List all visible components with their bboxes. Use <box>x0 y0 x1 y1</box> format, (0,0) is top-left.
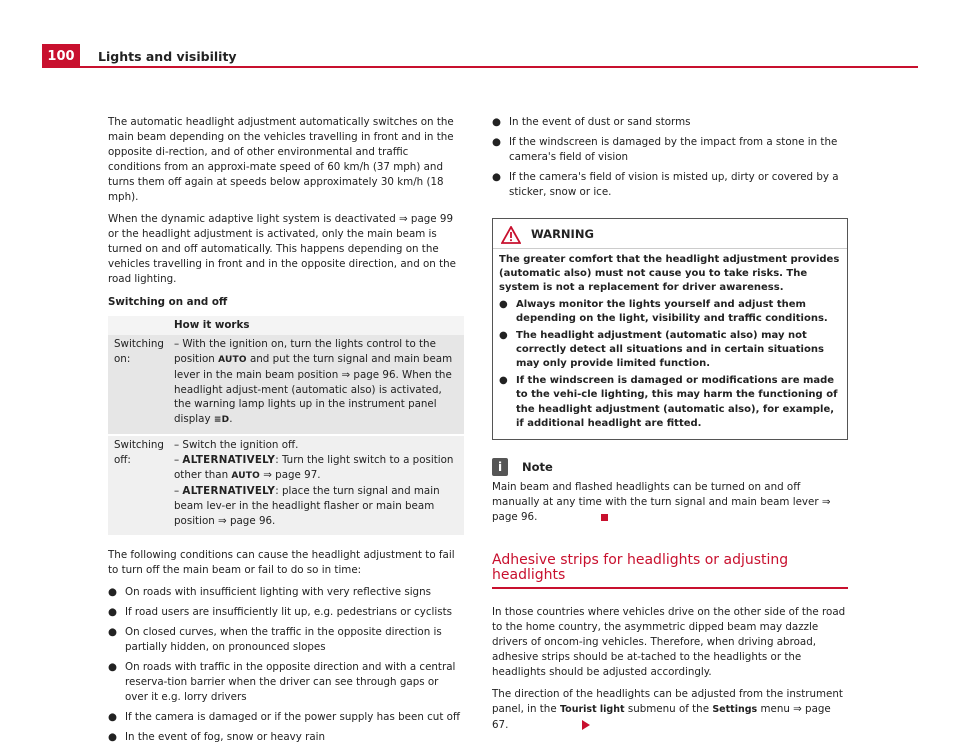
section-paragraph-2: The direction of the headlights can be adjusted from the instrument panel, in the Tourist light submenu of the Settings menu ⇒ page 67. <box>492 688 843 732</box>
note-header <box>492 458 848 476</box>
list-item: ● If road users are insufficiently lit up, e.g. pedestrians or cyclists <box>108 606 453 619</box>
warning-title: WARNING <box>531 227 594 242</box>
table-row <box>108 435 464 534</box>
section-end-marker <box>601 514 608 521</box>
chapter-title: Lights and visibility <box>98 49 237 64</box>
table-header: How it works <box>168 316 464 335</box>
warning-intro: The greater comfort that the headlight adjustment provides (automatic also) must not cause you to take risks. The system is not a replacement for driver awareness. <box>499 253 840 294</box>
row-content: – With the ignition on, turn the lights control to the position AUTO and put the turn signal and main beam lever in the main beam position ⇒ page 96. When the headlight adjust-ment (automatic also) is activated, the warning lamp lights up in the instrument panel display ≡D. <box>168 335 464 435</box>
table-row <box>108 335 464 435</box>
page-number: 100 <box>42 44 80 68</box>
deactivation-paragraph: When the dynamic adaptive light system is deactivated ⇒ page 99 or the headlight adjustment is activated, only the main beam is turned on and off automatically. This happens depending on the vehicles travelling in front and in the opposite direction, and on the road lighting. <box>108 213 456 286</box>
note-title: Note <box>522 459 553 474</box>
list-item: ● If the camera's field of vision is misted up, dirty or covered by a sticker, snow or ice. <box>492 170 839 198</box>
row-label: Switching on: <box>108 335 168 435</box>
conditions-list <box>108 585 464 744</box>
how-it-works-table <box>108 316 464 535</box>
table-caption: Switching on and off <box>108 295 228 308</box>
conditions-list-continued <box>492 115 848 200</box>
section-paragraph: In those countries where vehicles drive on the other side of the road to the home country, the asymmetric dipped beam may dazzle drivers of oncom-ing vehicles. Therefore, when driving abroad, adhesive strips should be at-tached to the headlights or the headlights should be adjusted accordingly. <box>492 605 846 678</box>
list-item: ● On closed curves, when the traffic in the opposite direction is partially hidden, on pronounced slopes <box>108 626 442 654</box>
list-item: ● In the event of dust or sand storms <box>492 116 691 128</box>
continue-arrow-icon <box>582 720 590 730</box>
list-item: ● If the camera is damaged or if the power supply has been cut off <box>108 710 461 723</box>
right-column <box>492 115 848 741</box>
left-column <box>108 115 464 750</box>
list-item: ● On roads with traffic in the opposite direction and with a central reserva-tion barrier when the driver can see through gaps or over it e.g. lorry drivers <box>108 661 456 703</box>
list-item: ● If the windscreen is damaged by the impact from a stone in the camera's field of vision <box>492 135 838 163</box>
section-heading: Adhesive strips for headlights or adjusting headlights <box>492 553 848 589</box>
conditions-paragraph: The following conditions can cause the headlight adjustment to fail to turn off the main beam or fail to do so in time: <box>108 548 455 576</box>
intro-paragraph: The automatic headlight adjustment automatically switches on the main beam depending on the vehicles travelling in front and in the opposite di-rection, and of other environmental and traffic conditions from an approxi-mate speed of 60 km/h (37 mph) and turns them off again at speeds below approximately 30 km/h (18 mph). <box>108 116 454 203</box>
info-icon: i <box>492 458 508 476</box>
list-item: ● The headlight adjustment (automatic also) may not correctly detect all situations and in certain situations may only provide limited function. <box>499 329 824 370</box>
auto-symbol: AUTO <box>231 471 260 482</box>
main-beam-icon: ≡D <box>213 415 230 426</box>
auto-symbol: AUTO <box>218 354 247 365</box>
list-item: ● If the windscreen is damaged or modifications are made to the vehi-cle lighting, this may harm the functioning of the headlight adjustment (automatic also), for example, if additional headlight are fitted. <box>499 374 838 429</box>
list-item: ● Always monitor the lights yourself and adjust them depending on the light, visibility and traffic conditions. <box>499 298 828 325</box>
warning-triangle-icon <box>501 226 521 244</box>
note-text: Main beam and flashed headlights can be turned on and off manually at any time with the turn signal and main beam lever ⇒ page 96. <box>492 481 831 524</box>
list-item: ● In the event of fog, snow or heavy rain <box>108 730 326 743</box>
row-content: – Switch the ignition off. – ALTERNATIVELY: Turn the light switch to a position other than AUTO ⇒ page 97. – ALTERNATIVELY: place the turn signal and main beam lev-er in the headlight flasher or main beam position ⇒ page 96. <box>168 435 464 534</box>
warning-box <box>492 218 848 441</box>
header-rule <box>80 66 918 68</box>
list-item: ● On roads with insufficient lighting with very reflective signs <box>108 586 431 599</box>
row-label: Switching off: <box>108 435 168 534</box>
